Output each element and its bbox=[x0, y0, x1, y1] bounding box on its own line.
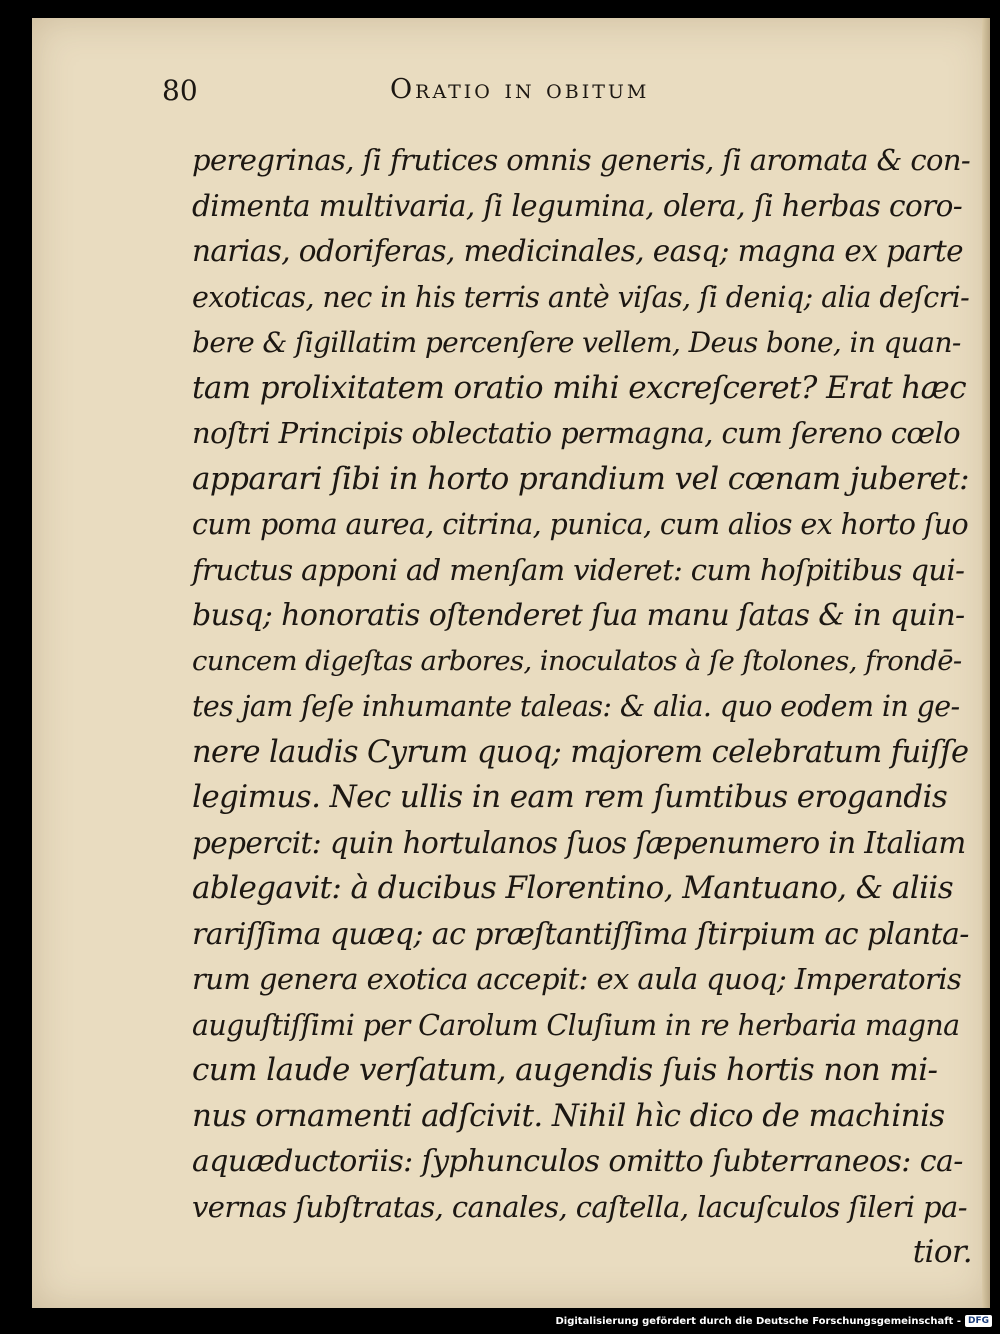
digitization-credit bbox=[555, 1312, 992, 1330]
dfg-logo-icon: DFG bbox=[965, 1315, 992, 1327]
text-line: ablegavit: à ducibus Florentino, Mantuano, & aliis bbox=[192, 870, 954, 906]
text-line: cuncem digeſtas arbores, inoculatos à ſe ſtolones, frondē- bbox=[192, 644, 962, 677]
text-line: vernas ſubſtratas, canales, caſtella, lacuſculos ſileri pa- bbox=[192, 1189, 967, 1224]
text-line: peregrinas, ſi frutices omnis generis, ſi aromata & con- bbox=[192, 143, 971, 177]
text-line: fructus apponi ad menſam videret: cum hoſpitibus qui- bbox=[192, 552, 965, 587]
text-line: noſtri Principis oblectatio permagna, cum ſereno cœlo bbox=[192, 416, 961, 450]
text-line: rum genera exotica accepit: ex aula quoq; Imperatoris bbox=[192, 962, 962, 996]
credit-text: Digitalisierung gefördert durch die Deutsche Forschungsgemeinschaft - bbox=[555, 1315, 961, 1327]
text-line: apparari ſibi in horto prandium vel cœnam juberet: bbox=[192, 460, 969, 497]
text-line: legimus. Nec ullis in eam rem ſumtibus erogandis bbox=[192, 779, 948, 815]
body-text bbox=[192, 138, 972, 1276]
text-line: nus ornamenti adſcivit. Nihil hìc dico de machinis bbox=[192, 1097, 945, 1134]
text-line: tam prolixitatem oratio mihi excreſceret? Erat hæc bbox=[192, 369, 966, 406]
text-line: bere & ſigillatim percenſere vellem, Deus bone, in quan- bbox=[192, 326, 961, 359]
page-number: 80 bbox=[162, 74, 198, 107]
text-line: cum laude verſatum, augendis ſuis hortis non mi- bbox=[192, 1052, 938, 1088]
text-line: exoticas, nec in his terris antè viſas, ſi deniq; alia deſcri- bbox=[192, 280, 970, 314]
book-page bbox=[32, 18, 990, 1308]
text-line: aquæductoriis: ſyphunculos omitto ſubterraneos: ca- bbox=[192, 1144, 963, 1179]
text-line: busq; honoratis oſtenderet ſua manu ſatas & in quin- bbox=[192, 598, 965, 633]
text-line: cum poma aurea, citrina, punica, cum alios ex horto ſuo bbox=[192, 508, 969, 541]
text-line: auguſtiſſimi per Carolum Cluſium in re herbaria magna bbox=[192, 1008, 960, 1042]
text-line-last: tior. bbox=[912, 1234, 972, 1270]
text-line: pepercit: quin hortulanos ſuos ſæpenumero in Italiam bbox=[192, 825, 966, 860]
text-line: tes jam ſeſe inhumante taleas: & alia. quo eodem in ge- bbox=[192, 690, 960, 723]
text-line: narias, odoriferas, medicinales, easq; magna ex parte bbox=[192, 234, 963, 268]
text-line: nere laudis Cyrum quoq; majorem celebratum fuiſſe bbox=[192, 734, 969, 770]
page-edge bbox=[982, 18, 990, 1308]
text-line: rariſſima quæq; ac præſtantiſſima ſtirpium ac planta- bbox=[192, 916, 969, 952]
running-head bbox=[162, 74, 982, 114]
header-title: Oratio in obitum bbox=[390, 74, 650, 105]
text-line: dimenta multivaria, ſi legumina, olera, ſi herbas coro- bbox=[192, 188, 963, 223]
